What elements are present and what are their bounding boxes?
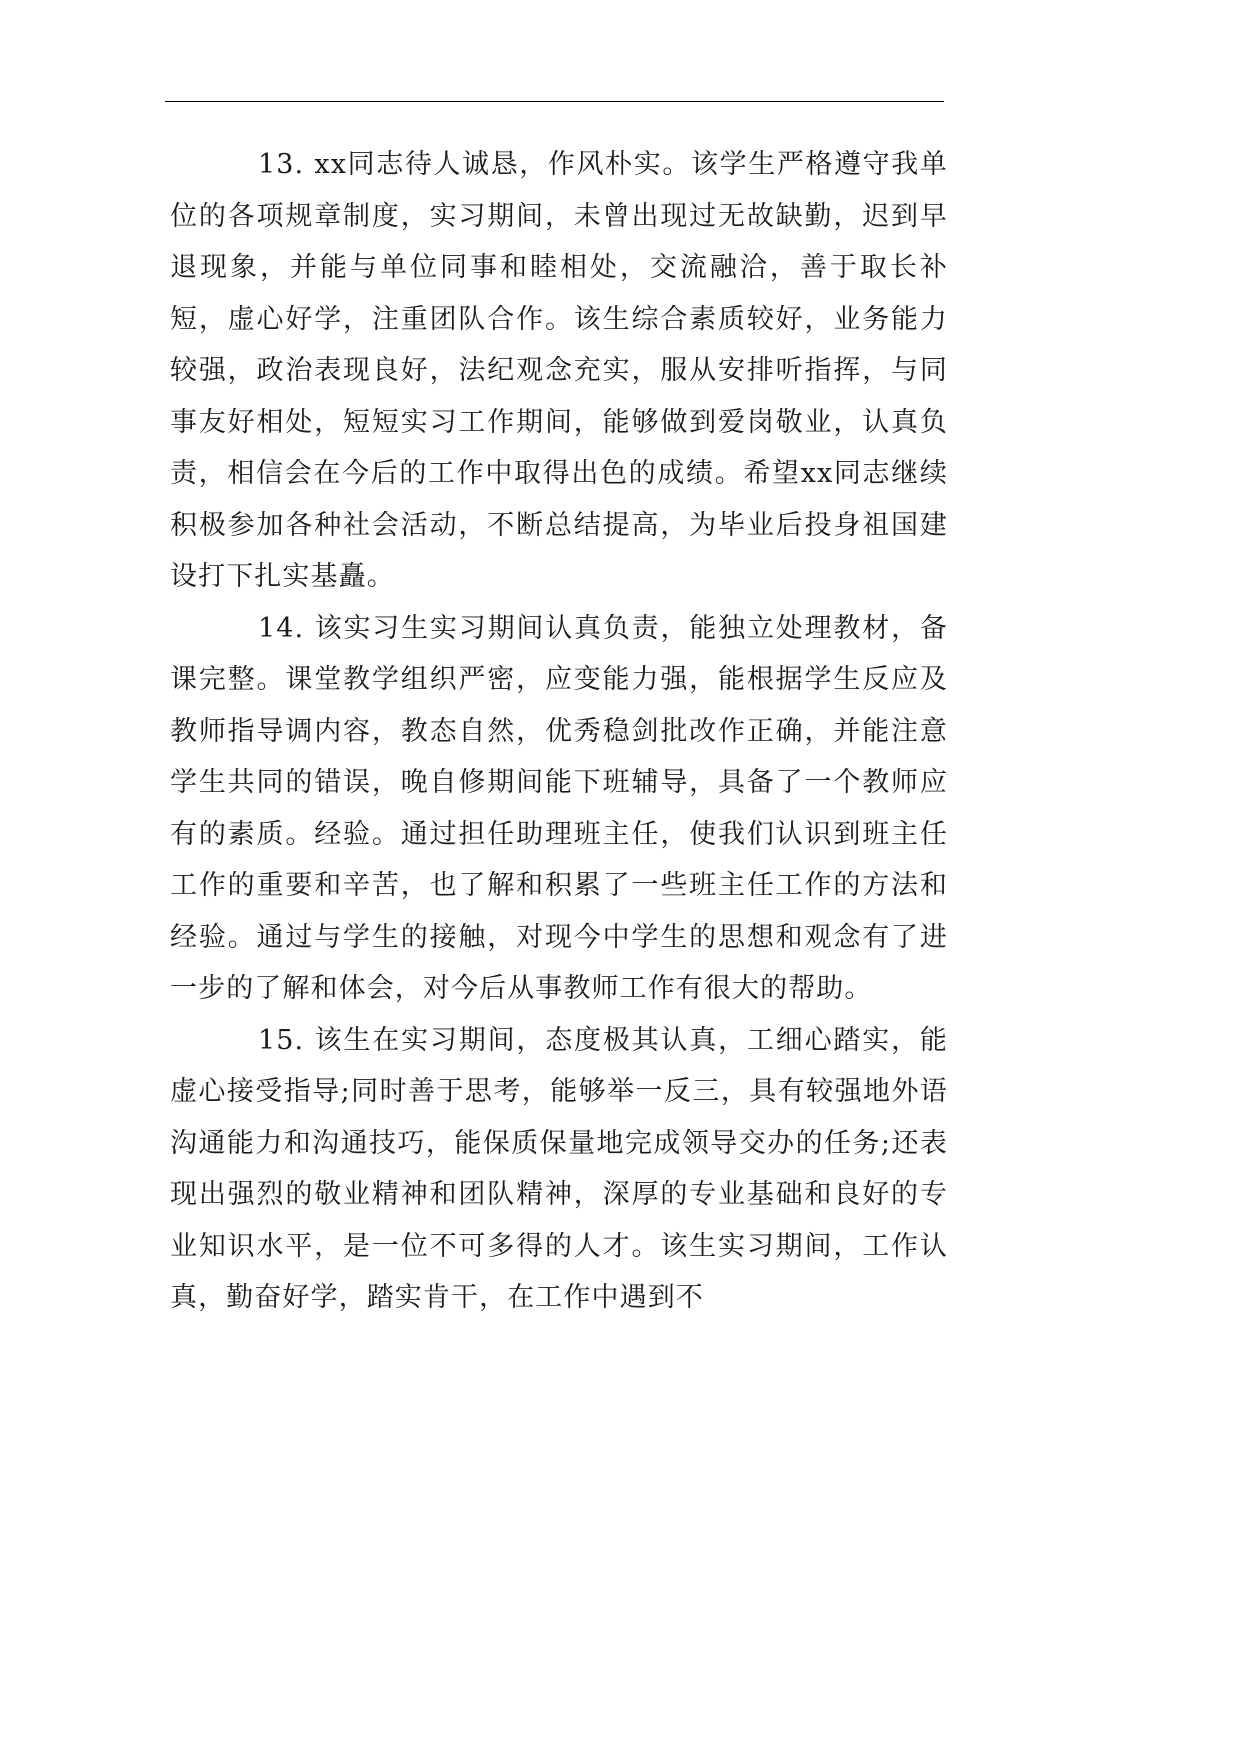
paragraph-14: 14. 该实习生实习期间认真负责，能独立处理教材，备课完整。课堂教学组织严密，应变能力强，能根据学生反应及教师指导调内容，教态自然，优秀稳剑批改作正确，并能注意学生共同的错误，晚自修期间能下班辅导，具备了一个教师应有的素质。经验。通过担任助理班主任，使我们认识到班主任工作的重要和辛苦，也了解和积累了一些班主任工作的方法和经验。通过与学生的接触，对现今中学生的思想和观念有了进一步的了解和体会，对今后从事教师工作有很大的帮助。 (170, 612, 948, 1004)
header-rule (165, 101, 944, 102)
paragraph-15: 15. 该生在实习期间，态度极其认真，工细心踏实，能虚心接受指导;同时善于思考，能够举一反三，具有较强地外语沟通能力和沟通技巧，能保质保量地完成领导交办的任务;还表现出强烈的敬业精神和团队精神，深厚的专业基础和良好的专业知识水平，是一位不可多得的人才。该生实习期间，工作认真，勤奋好学，踏实肯干，在工作中遇到不 (170, 1024, 948, 1313)
paragraph-13: 13. xx同志待人诚恳，作风朴实。该学生严格遵守我单位的各项规章制度，实习期间，未曾出现过无故缺勤，迟到早退现象，并能与单位同事和睦相处，交流融洽，善于取长补短，虚心好学，注重团队合作。该生综合素质较好，业务能力较强，政治表现良好，法纪观念充实，服从安排听指挥，与同事友好相处，短短实习工作期间，能够做到爱岗敬业，认真负责，相信会在今后的工作中取得出色的成绩。希望xx同志继续积极参加各种社会活动，不断总结提高，为毕业后投身祖国建设打下扎实基矗。 (170, 149, 948, 592)
document-body (170, 139, 948, 1324)
